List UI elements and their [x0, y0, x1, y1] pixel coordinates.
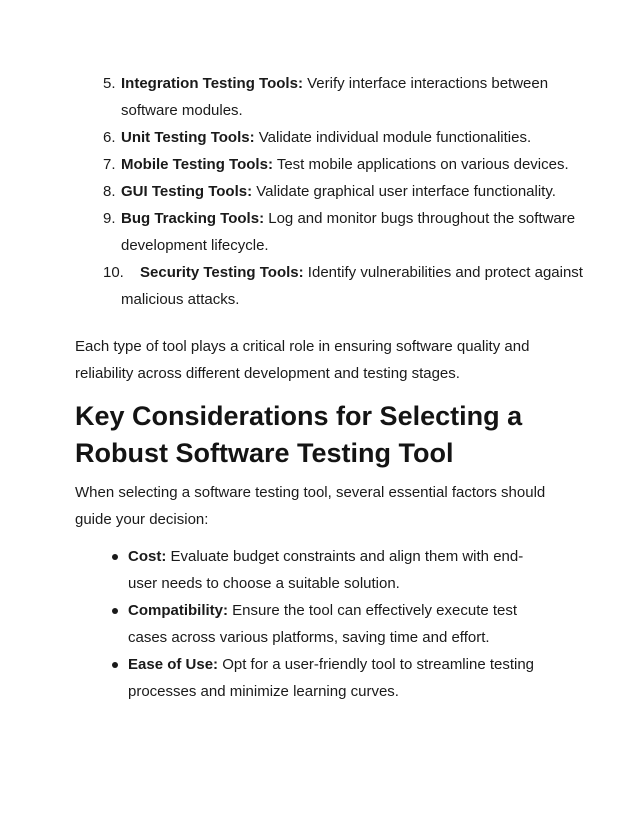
list-item: [0, 178, 638, 205]
list-item-title: Mobile Testing Tools:: [121, 156, 273, 173]
list-number: 6.: [103, 129, 116, 146]
list-item: [0, 543, 638, 597]
list-item-title: Integration Testing Tools:: [121, 75, 303, 92]
list-item-text: Test mobile applications on various devices.: [272, 156, 569, 173]
list-item-title: GUI Testing Tools:: [121, 183, 253, 200]
list-item-text: Verify interface interactions between software modules.: [121, 75, 549, 119]
bullet-icon: [112, 662, 118, 668]
list-item-text: Opt for a user-friendly tool to streamline testing processes and minimize learning curves.: [128, 656, 535, 700]
list-item-text: Log and monitor bugs throughout the software development lifecycle.: [121, 210, 576, 254]
list-item-text: Identify vulnerabilities and protect against malicious attacks.: [121, 264, 583, 308]
list-item-text: Validate individual module functionalities.: [254, 129, 532, 146]
list-item-title: Security Testing Tools:: [140, 264, 304, 281]
summary-paragraph: Each type of tool plays a critical role in ensuring software quality and reliability across different development and testing stages.: [75, 338, 530, 382]
considerations-list: [0, 543, 638, 705]
list-item-title: Compatibility:: [128, 602, 228, 619]
testing-tools-list: [0, 70, 638, 313]
list-item: [0, 597, 638, 651]
list-item-title: Cost:: [128, 548, 167, 565]
list-item-title: Bug Tracking Tools:: [121, 210, 265, 227]
list-item: [0, 124, 638, 151]
section-heading: Key Considerations for Selecting a Robust Software Testing Tool: [75, 401, 523, 468]
list-number: 5.: [103, 75, 116, 92]
list-item-text: Validate graphical user interface functionality.: [252, 183, 556, 200]
list-item-title: Ease of Use:: [128, 656, 219, 673]
list-item: [0, 205, 638, 259]
list-item: [0, 651, 638, 705]
list-item: [0, 259, 638, 313]
intro-paragraph: When selecting a software testing tool, several essential factors should guide your decision:: [75, 484, 546, 528]
list-number: 7.: [103, 156, 116, 173]
bullet-icon: [112, 608, 118, 614]
list-number: 8.: [103, 183, 116, 200]
list-item-text: Ensure the tool can effectively execute test cases across various platforms, saving time and effort.: [128, 602, 518, 646]
list-number: 10.: [103, 264, 124, 281]
list-number: 9.: [103, 210, 116, 227]
bullet-icon: [112, 554, 118, 560]
list-item-text: Evaluate budget constraints and align them with end-user needs to choose a suitable solution.: [128, 548, 524, 592]
list-item: [0, 151, 638, 178]
list-item-title: Unit Testing Tools:: [121, 129, 255, 146]
list-item: [0, 70, 638, 124]
